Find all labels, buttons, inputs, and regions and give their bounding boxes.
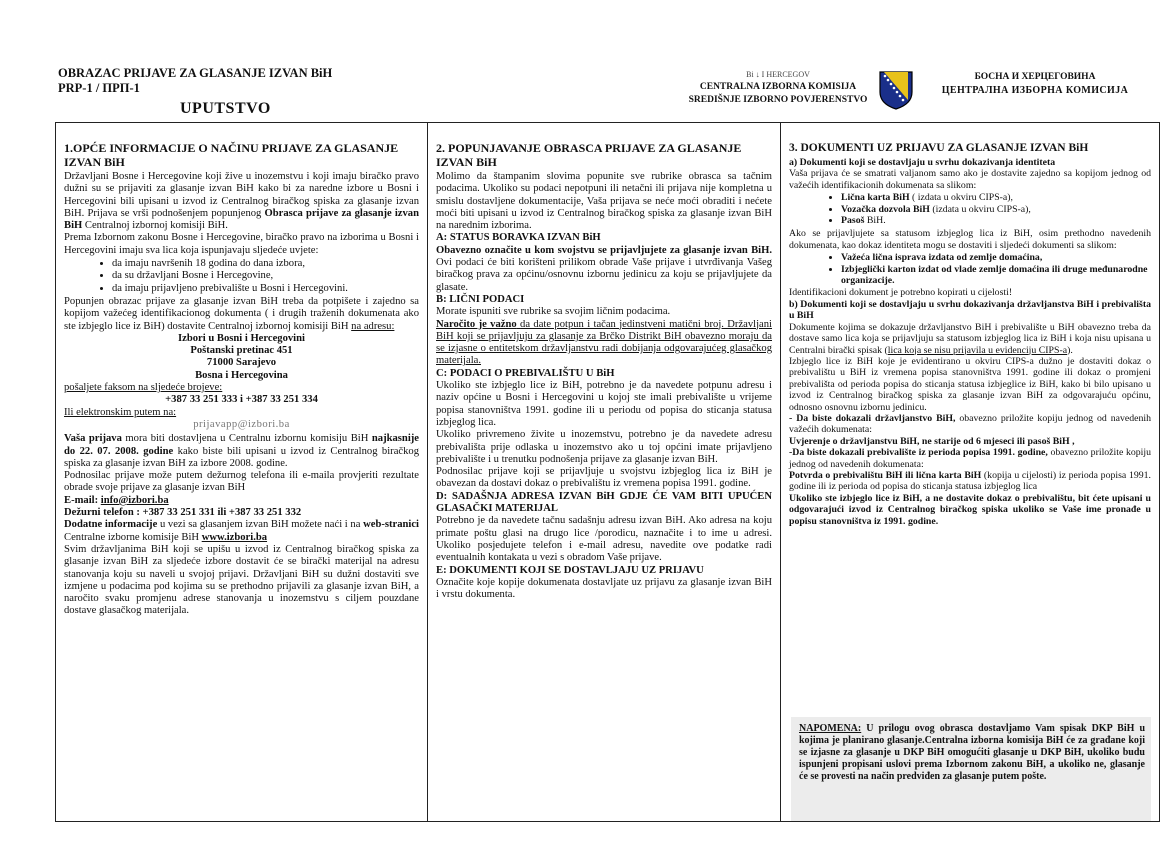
section-c-title: C: PODACI O PREBIVALIŠTU U BiH: [436, 367, 615, 379]
phone-line: Dežurni telefon : +387 33 251 331 ili +387 33 251 332: [64, 507, 302, 519]
section-a-title: A: STATUS BORAVKA IZVAN BiH: [436, 232, 601, 244]
commission-cyrillic: ЦЕНТРАЛНА ИЗБОРНА КОМИСИЈА: [941, 85, 1129, 96]
delivery-paragraph: Svim državljanima BiH koji se upišu u izvod iz Centralnog biračkog spiska za glasanje izvan BiH za sljedeće izbore dostavit će se birački materijal na adresu stanovanja koju su naveli u svojoj prijavi. Državljani BiH su dužni dostaviti sve izmjene u podacima pod kojima su se prethodno prijavili za glasanje izvan BiH, a naročito svaku promjenu adrese stanovanja u inozemstvu s ciljem pouzdane dostave glasačkog materijala.: [64, 543, 419, 617]
commission-latin: CENTRALNA IZBORNA KOMISIJA: [699, 82, 857, 92]
deadline-paragraph: Vaša prijava mora biti dostavljena u Centralnu izbornu komisiju BiH najkasnije do 22. 07. 2008. godine kako biste bili upisani u izvod iz Centralnog biračkog spiska za glasanje izvan BiH za izbore 2008. godine.: [64, 433, 419, 469]
section-b-text: Morate ispuniti sve rubrike sa svojim ličnim podacima.: [436, 306, 671, 318]
column-filling-form: [428, 123, 781, 821]
refugee-doc-item: • Izbjeglički karton izdat od vlade zemlje domaćina ili druge međunarodne organizacije.: [841, 264, 1151, 287]
section-e-title: E: DOKUMENTI KOJI SE DOSTAVLJAJU UZ PRIJAVU: [436, 564, 704, 576]
website-link[interactable]: www.izbori.ba: [201, 531, 268, 543]
section-c-para-2: Ukoliko privremeno živite u inozemstvu, potrebno je da navedete adresu prebivališta prije odlaska u inozemstvo ako u toj općini imate prijavljeno prebivalište i u trenutku podnošenja prijave za glasanje izvan BiH.: [436, 429, 772, 465]
identity-docs-title: a) Dokumenti koji se dostavljaju u svrhu dokazivanja identiteta: [789, 157, 1056, 168]
section-1-title: 1.OPĆE INFORMACIJE O NAČINU PRIJAVE ZA GLASANJE IZVAN BiH: [64, 141, 399, 169]
note-label: NAPOMENA:: [799, 723, 862, 734]
section-b-title: B: LIČNI PODACI: [436, 293, 525, 305]
conditions-intro: Prema Izbornom zakonu Bosne i Hercegovine, biračko pravo na izborima u Bosni i Hercegovini imaju sva lica koja ispunjavaju sljedeće uvjete:: [64, 232, 419, 256]
address-line: Izbori u Bosni i Hercegovini: [178, 332, 305, 344]
citizenship-docs-title: b) Dokumenti koji se dostavljaju u svrhu dokazivanja državljanstva BiH i prebivališta u BiH: [789, 298, 1151, 322]
section-a-text: Obavezno označite u kom svojstvu se prijavljujete za glasanje izvan BiH. Ovi podaci će biti korišteni prilikom obrade Vaše prijave i utvrđivanja Vašeg biračkog prava za općinu/osnovnu izbornu jedinicu za koju se prijavljujete da glasate.: [436, 244, 772, 293]
identity-doc-item: • Lična karta BiH ( izdata u okviru CIPS-a),: [841, 192, 1151, 203]
commission-name-cyrillic: [940, 70, 1130, 98]
identity-doc-item: • Vozačka dozvola BiH (izdata u okviru CIPS-a),: [841, 204, 1151, 215]
column-general-info: [56, 123, 428, 821]
section-c-para-1: Ukoliko ste izbjeglo lice iz BiH, potrebno je da navedete potpunu adresu i naziv općine u Bosni i Hercegovini u kojoj ste imali prebivalište u vrijeme popisa stanovništva 1991. godine ili u periodu od popisa do sticanja statusa izbjeglog lica.: [436, 380, 772, 428]
form-header: [58, 66, 332, 116]
commission-name-latin: [668, 68, 888, 107]
condition-item: • da su državljani Bosne i Hercegovine,: [112, 270, 419, 282]
submission-email-link[interactable]: prijavapp@izbori.ba: [193, 418, 290, 430]
bih-coat-of-arms-icon: [878, 70, 914, 110]
section-2-title: 2. POPUNJAVANJE OBRASCA PRIJAVE ZA GLASANJE IZVAN BiH: [436, 141, 742, 169]
refugee-warning: Ukoliko ste izbjeglo lice iz BiH, a ne dostavite dokaz o prebivalištu, bit ćete upisani u odgovarajući izvod iz Centralnog biračkog spiska ukoliko se Vaše ime pronađe u popisu stanovništva iz 1991. godine.: [789, 492, 1151, 527]
identity-docs-text: Vaša prijava će se smatrati valjanom samo ako je dostavite zajedno sa kopijom jednog od važećih identifikacionih dokumenata sa slikom:: [789, 168, 1151, 191]
email-line: E-mail: info@izbori.ba: [64, 494, 169, 506]
fax-label: pošaljete faksom na sljedeće brojeve:: [64, 382, 223, 394]
identity-doc-item: • Pasoš BiH.: [841, 215, 1151, 226]
note-box: [791, 717, 1151, 821]
info-email-link[interactable]: info@izbori.ba: [100, 494, 169, 506]
residence-doc: Potvrda o prebivalištu BiH ili lična karta BiH (kopija u cijelosti) iz perioda popisa 1991. godine ili iz perioda od popisa do sticanja statusa izbjeglog lica: [789, 469, 1151, 493]
intro-paragraph: Državljani Bosne i Hercegovine koji žive u inozemstvu i koji imaju biračko pravo dužni su se prijaviti za glasanje izvan BiH kako bi za naredne izbore u Bosni i Hercegovini bili upisani u izvod iz Centralnog biračkog spiska za glasanje izvan BiH. Prijava se vrši podnošenjem popunjenog Obrasca prijave za glasanje izvan BiH Centralnoj izbornoj komisiji BiH.: [64, 171, 419, 232]
cips-refugee-text: Izbjeglo lice iz BiH koje je evidentirano u okviru CIPS-a dužno je dostaviti dokaz o prebivalištu u BiH iz vremena popisa stanovništva 1991. godine ili dokaz o promjeni prebivališta od perioda popisa do sticanja statusa izbjeglice iz BiH, kako bi bilo upisano u izvod iz Centralnog biračkog spiska za glasanje izvan BiH za odgovarajuću općinu, odnosno osnovnu izbornu jedinicu.: [789, 355, 1151, 413]
commission-latin-2: SREDIŠNJE IZBORNO POVJERENSTVO: [688, 95, 868, 105]
section-e-text: Označite koje kopije dokumenata dostavljate uz prijavu za glasanje izvan BiH i vrstu dokumenta.: [436, 576, 772, 601]
fax-numbers: +387 33 251 333 i +387 33 251 334: [165, 394, 318, 406]
form-title: OBRAZAC PRIJAVE ZA GLASANJE IZVAN BiH: [58, 66, 333, 80]
country-name-small: Bi ↓ I HERCEGOV: [746, 70, 810, 79]
status-check-paragraph: Podnosilac prijave može putem dežurnog telefona ili e-maila provjeriti rezultate obrade svoje prijave za glasanje izvan BiH: [64, 470, 419, 494]
email-label: Ili elektronskim putem na:: [64, 406, 177, 418]
note-text: U prilogu ovog obrasca dostavljamo Vam spisak DKP BiH u kojima je planirano glasanje.Centralna izborna komisija BiH će za građane koji se izjasne za glasanje u DKP BiH omogućiti glasanje u DKP BiH, ukoliko budu ispunjeni propisani uslovi prema Izbornom zakonu BiH, a ukoliko ne, glasanje će se provesti na način predviđen za glasanje putem pošte.: [799, 723, 1146, 782]
address-line: 71000 Sarajevo: [206, 357, 277, 369]
identity-docs-list: [789, 192, 1151, 226]
citizenship-docs-text: Dokumente kojima se dokazuje državljanstvo BiH i prebivalište u BiH obavezno treba da dostave samo lica koja se prijavljuju sa statusom izbjeglog lica iz BiH i koja nisu upisana u Centralni birački spisak (lica koja se nisu prijavila u evidenciju CIPS-a).: [789, 321, 1151, 356]
citizenship-proof: - Da biste dokazali državljanstvo BiH, obavezno priložite kopiju jednog od navedenih važećih dokumenata:: [789, 412, 1152, 436]
refugee-doc-item: • Važeća lična isprava izdata od zemlje domaćina,: [841, 252, 1151, 263]
section-b-note: Naročito je važno da date potpun i tačan jedinstveni matični broj. Državljani BiH koji se prijavljuju za glasanje za Brčko Distrikt BiH obavezno moraju da se izjasne o entitetskom državljanstvu radi dobijanja odgovarajućeg glasačkog materijala.: [436, 318, 772, 367]
citizenship-doc: Uvjerenje o državljanstvu BiH, ne starije od 6 mjeseci ili pasoš BiH ,: [789, 435, 1075, 447]
section-c-para-3: Podnosilac prijave koji se prijavljuje u svojstvu izbjeglog lica iz BiH je obavezan da dostavi dokaz o prebivalištu iz vremena popisa 1991. godine.: [436, 466, 772, 490]
address-line: Bosna i Hercegovina: [195, 369, 288, 381]
form-code: PRP-1 / ПРП-1: [58, 81, 140, 95]
condition-item: • da imaju navršenih 18 godina do dana izbora,: [112, 258, 419, 270]
residence-proof: -Da biste dokazali prebivalište iz perioda popisa 1991. godine, obavezno priložite kopiju jednog od navedenih dokumenata:: [789, 447, 1152, 470]
refugee-docs-text: Ako se prijavljujete sa statusom izbjeglog lica iz BiH, osim prethodno navedenih dokumenata, kao dokaz identiteta mogu se dostaviti i sljedeći dokumenti sa slikom:: [789, 228, 1151, 251]
country-cyrillic: БОСНА И ХЕРЦЕГОВИНА: [974, 72, 1096, 82]
section-d-text: Potrebno je da navedete tačnu sadašnju adresu izvan BiH. Ako adresa na koju primate poštu glasi na drugo lice /porodicu, naznačite i to ime u adresi. Ukoliko posjedujete telefon i e-mail adresu, navedite ove podatke radi eventualnih kontakata u vezi s obradom Vaše prijave.: [436, 515, 772, 564]
refugee-docs-list: [789, 252, 1151, 286]
filling-intro: Molimo da štampanim slovima popunite sve rubrike obrasca sa tačnim podacima. Ukoliko su podaci nepotpuni ili netačni ili prijava nije kompletna u smislu dostavljene dokumentacije, Vaša prijava se neće moći obraditi i nećete moći biti upisani u izvod iz Centralnog biračkog spiska za glasanje izvan BiH na narednim izborima.: [436, 171, 772, 232]
conditions-list: [64, 258, 419, 295]
column-documents: [781, 123, 1159, 821]
section-d-title: D: SADAŠNJA ADRESA IZVAN BiH GDJE ĆE VAM BITI UPUĆEN GLASAČKI MATERIJAL: [436, 490, 772, 515]
document-title: UPUTSTVO: [180, 100, 271, 117]
address-line: Poštanski pretinac 451: [190, 345, 293, 357]
instructions-table: [55, 122, 1160, 822]
web-info-paragraph: Dodatne informacije u vezi sa glasanjem izvan BiH možete naći i na web-stranici Centralne izborne komisije BiH www.izbori.ba: [64, 519, 419, 543]
postal-address: [64, 333, 419, 382]
condition-item: • da imaju prijavljeno prebivalište u Bosni i Hercegovini.: [112, 283, 419, 295]
copy-note: Identifikacioni dokument je potrebno kopirati u cijelosti!: [789, 287, 1013, 299]
section-3-title: 3. DOKUMENTI UZ PRIJAVU ZA GLASANJE IZVAN BiH: [789, 142, 1089, 154]
submission-paragraph: Popunjen obrazac prijave za glasanje izvan BiH treba da potpišete i zajedno sa kopijom važećeg identifikacionog dokumenta ( i drugih traženih dokumenata ako ste izbjeglo lice iz BiH) dostavite Centralnoj izbornoj komisiji BiH na adresu:: [64, 295, 419, 332]
